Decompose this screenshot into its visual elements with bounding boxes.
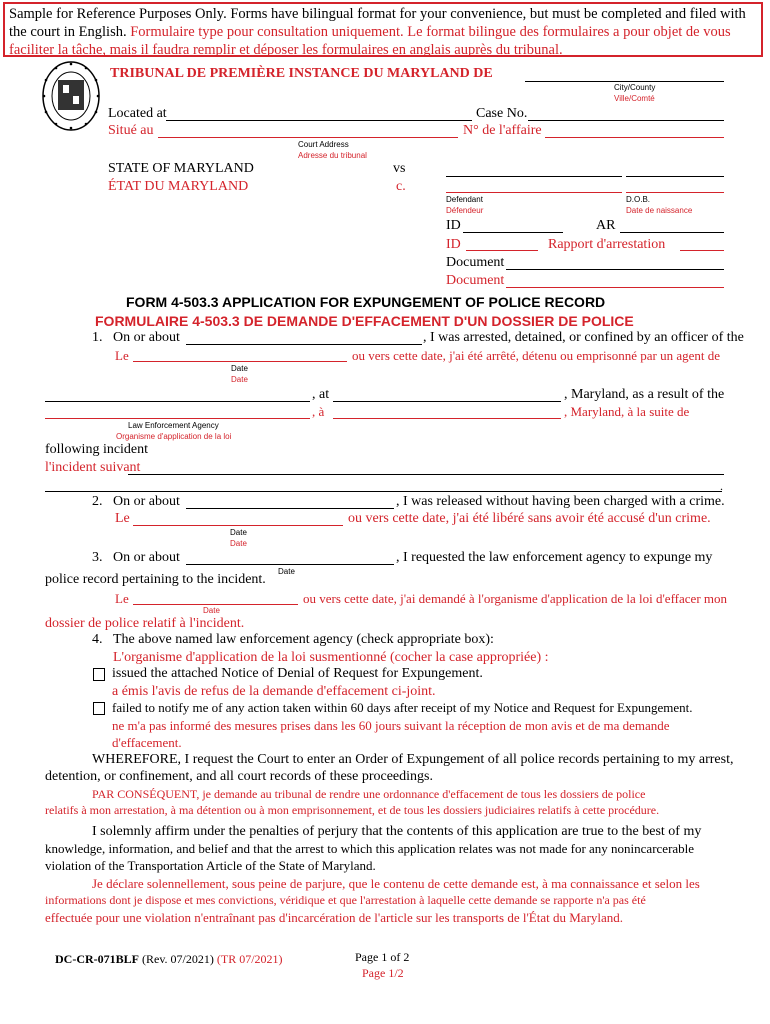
item1-number: 1. — [92, 330, 103, 345]
item2-on-or-about: On or about — [113, 494, 180, 509]
reference-banner — [3, 2, 763, 57]
affirm-fr-line-1: Je déclare solennellement, sous peine de parjure, que le contenu de cette demande est, à ma connaissance et selon les — [92, 876, 700, 891]
no-affaire-line — [545, 137, 724, 138]
item1-date-fr-line — [133, 361, 347, 362]
vs-label: vs — [393, 161, 406, 176]
item2-number: 2. — [92, 494, 103, 509]
rapport-label: Rapport d'arrestation — [548, 237, 666, 252]
ville-comte-label: Ville/Comté — [614, 94, 655, 103]
affirm-line-2: knowledge, information, and belief and that the arrest to which this application relates was not made for any nonincarcerable — [45, 841, 695, 856]
item1-date-fr-caption: Date — [231, 375, 248, 384]
following-incident: following incident — [45, 442, 149, 457]
option-denial-text: issued the attached Notice of Denial of Request for Expungement. — [112, 666, 483, 681]
item1-at: , at — [312, 387, 330, 402]
item4-text-fr: L'organisme d'application de la loi susmentionné (cocher la case appropriée) : — [113, 650, 549, 665]
ar-label: AR — [596, 218, 616, 233]
document-line[interactable] — [506, 269, 724, 270]
item2-date-line[interactable] — [186, 508, 394, 509]
item2-released-text: , I was released without having been charged with a crime. — [396, 494, 725, 509]
incident-line-2[interactable] — [45, 491, 722, 492]
location-fr-line — [333, 418, 561, 419]
date-naissance-caption: Date de naissance — [626, 206, 693, 215]
page-number: Page 1 of 2 — [355, 950, 410, 964]
incident-period: . — [720, 479, 723, 493]
case-no-label: Case No. — [476, 106, 528, 121]
city-county-label: City/County — [614, 83, 656, 92]
item3-police-record: police record pertaining to the incident. — [45, 572, 266, 587]
adresse-tribunal-caption: Adresse du tribunal — [298, 151, 367, 160]
city-county-line[interactable] — [525, 81, 724, 82]
dob-caption: D.O.B. — [626, 195, 651, 204]
item1-date-line[interactable] — [186, 344, 422, 345]
item2-released-fr: ou vers cette date, j'ai été libéré sans avoir été accusé d'un crime. — [348, 511, 711, 526]
item1-on-or-about: On or about — [113, 330, 180, 345]
id-label: ID — [446, 218, 461, 233]
no-notice-checkbox[interactable] — [93, 702, 105, 715]
item3-requested-fr: ou vers cette date, j'ai demandé à l'organisme d'application de la loi d'effacer mon — [303, 591, 728, 606]
affirm-fr-line-2: informations dont je dispose et mes convictions, véridique et que l'arrestation à laquelle cette demande se rapporte n'a pas été — [45, 893, 646, 907]
item1-a: , à — [312, 404, 325, 419]
item1-arrested-text: , I was arrested, detained, or confined by an officer of the — [423, 330, 744, 345]
court-address-line[interactable] — [166, 120, 472, 121]
c-label: c. — [396, 179, 406, 194]
defendant-caption: Defendant — [446, 195, 483, 204]
item1-le: Le — [115, 348, 129, 363]
wherefore-fr-line-1: PAR CONSÉQUENT, je demande au tribunal de rendre une ordonnance d'effacement de tous les dossiers de police — [92, 787, 646, 801]
item3-number: 3. — [92, 550, 103, 565]
location-line[interactable] — [333, 401, 561, 402]
incident-line-1[interactable] — [128, 474, 724, 475]
defendant-line[interactable] — [446, 176, 622, 177]
id-fr-label: ID — [446, 237, 461, 252]
footer-form-id — [55, 952, 283, 967]
document-fr-label: Document — [446, 273, 505, 288]
item2-date-fr-line — [133, 525, 343, 526]
option-denial-text-fr: a émis l'avis de refus de la demande d'effacement ci-joint. — [112, 684, 436, 699]
item3-le: Le — [115, 591, 129, 606]
adresse-line — [158, 137, 458, 138]
agency-caption: Law Enforcement Agency — [128, 421, 219, 430]
banner-french: Formulaire type pour consultation uniquement. Le format bilingue des formulaires a pour objet de vous faciliter la tâche, mais il faudra remplir et déposer les formulaires en anglais auprès du tribunal. — [9, 24, 731, 58]
form-id: DC-CR-071BLF — [55, 952, 139, 966]
dob-line[interactable] — [626, 176, 724, 177]
naissance-line — [626, 192, 724, 193]
item3-date-fr-caption: Date — [203, 606, 220, 615]
defendeur-line — [446, 192, 622, 193]
page-number-fr: Page 1/2 — [362, 966, 404, 980]
translation-revision: (TR 07/2021) — [216, 952, 283, 966]
item3-dossier-fr: dossier de police relatif à l'incident. — [45, 616, 245, 631]
agency-fr-line — [45, 418, 310, 419]
option-no-notice-text: failed to notify me of any action taken within 60 days after receipt of my Notice and Request for Expungement. — [112, 700, 693, 715]
item2-le: Le — [115, 511, 130, 526]
item1-date-caption: Date — [231, 364, 248, 373]
item1-maryland-suite: , Maryland, à la suite de — [564, 404, 690, 419]
etat-du-maryland: ÉTAT DU MARYLAND — [108, 179, 249, 194]
no-affaire-label: N° de l'affaire — [463, 123, 542, 138]
item3-requested-text: , I requested the law enforcement agency to expunge my — [396, 550, 713, 565]
item2-date-caption: Date — [230, 528, 247, 537]
agency-fr-caption: Organisme d'application de la loi — [116, 432, 232, 441]
item3-date-fr-line — [133, 604, 298, 605]
document-fr-line — [506, 287, 724, 288]
state-of-maryland: STATE OF MARYLAND — [108, 161, 254, 176]
item4-text: The above named law enforcement agency (check appropriate box): — [113, 632, 494, 647]
item1-arrested-fr: ou vers cette date, j'ai été arrêté, détenu ou emprisonné par un agent de — [352, 348, 720, 363]
ar-line[interactable] — [620, 232, 724, 233]
incident-suivant: l'incident suivant — [45, 460, 141, 475]
document-label: Document — [446, 255, 505, 270]
banner-english: Sample for Reference Purposes Only. Forms have bilingual format for your convenience, but must be completed and filed with the court in English. — [9, 6, 746, 40]
rapport-line — [680, 250, 724, 251]
wherefore-fr-line-2: relatifs à mon arrestation, à ma détention ou à mon emprisonnement, et de tous les dossiers judiciaires relatifs à cette procédure. — [45, 803, 660, 817]
id-line[interactable] — [463, 232, 563, 233]
id-fr-line — [466, 250, 538, 251]
defendeur-caption: Défendeur — [446, 206, 484, 215]
wherefore-line-1: WHEREFORE, I request the Court to enter an Order of Expungement of all police records pertaining to my arrest, — [92, 752, 734, 767]
item3-date-line[interactable] — [186, 564, 394, 565]
situe-au-label: Situé au — [108, 123, 154, 138]
case-no-line[interactable] — [528, 120, 724, 121]
wherefore-line-2: detention, or confinement, and all court records of these proceedings. — [45, 769, 433, 784]
agency-line[interactable] — [45, 401, 310, 402]
affirm-line-3: violation of the Transportation Article of the State of Maryland. — [45, 858, 376, 873]
form-revision: (Rev. 07/2021) — [142, 952, 214, 966]
form-title-english: FORM 4-503.3 APPLICATION FOR EXPUNGEMENT OF POLICE RECORD — [126, 294, 606, 310]
item1-maryland-result: , Maryland, as a result of the — [564, 387, 725, 402]
court-title: TRIBUNAL DE PREMIÈRE INSTANCE DU MARYLAND DE — [110, 66, 493, 81]
located-at-label: Located at — [108, 106, 167, 121]
affirm-fr-line-3: effectuée pour une violation n'entraînant pas d'incarcération de l'article sur les transports de l'État du Maryland. — [45, 910, 624, 925]
form-title-french: FORMULAIRE 4-503.3 DE DEMANDE D'EFFACEMENT D'UN DOSSIER DE POLICE — [95, 313, 634, 329]
maryland-court-seal-icon — [41, 60, 101, 132]
item3-date-caption: Date — [278, 567, 295, 576]
denial-checkbox[interactable] — [93, 668, 105, 681]
affirm-line-1: I solemnly affirm under the penalties of perjury that the contents of this application are true to the best of my — [92, 824, 702, 839]
option-no-notice-text-fr-1: ne m'a pas informé des mesures prises dans les 60 jours suivant la réception de mon avis et de ma demande — [112, 718, 670, 733]
option-no-notice-text-fr-2: d'effacement. — [112, 735, 182, 750]
court-address-caption: Court Address — [298, 140, 349, 149]
item4-number: 4. — [92, 632, 103, 647]
item3-on-or-about: On or about — [113, 550, 180, 565]
item2-date-fr-caption: Date — [230, 539, 247, 548]
